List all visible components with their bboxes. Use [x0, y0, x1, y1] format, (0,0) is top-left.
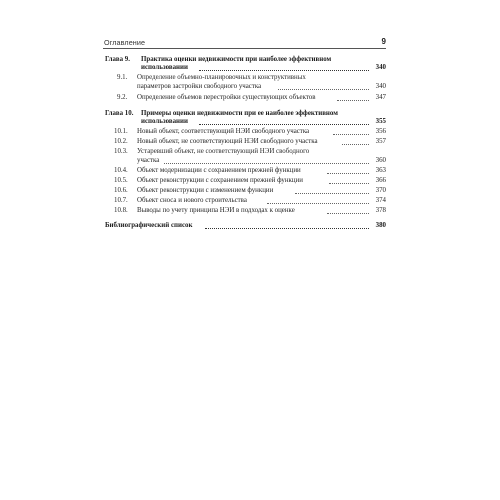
leader-dots	[205, 227, 369, 229]
section-10-3-entry[interactable]	[137, 157, 386, 166]
section-number: 9.2.	[117, 94, 128, 101]
chapter-10-title-line-2: использовании	[141, 118, 188, 125]
chapter-9-label: Глава 9.	[105, 56, 130, 63]
section-10-1-entry[interactable]	[137, 128, 386, 137]
section-9-1-title-line-1: Определение объемно-планировочных и конструктивных	[137, 74, 306, 81]
section-9-1-page: 340	[375, 83, 386, 90]
section-10-8-title: Выводы по учету принципа НЭИ в подходах к оценке	[137, 207, 295, 214]
section-10-5-title: Объект реконструкции с сохранением прежней функции	[137, 177, 303, 184]
bibliography-page: 380	[375, 222, 386, 229]
section-9-1-title-line-2: параметров застройки свободного участка	[137, 83, 262, 90]
leader-dots	[333, 133, 369, 135]
section-number: 10.3.	[114, 148, 128, 155]
section-number: 10.8.	[114, 207, 128, 214]
page-number: 9	[381, 37, 386, 46]
section-9-1-entry[interactable]	[137, 83, 386, 92]
chapter-9-title-line-2: использовании	[141, 64, 188, 71]
section-10-8-page: 378	[375, 207, 386, 214]
section-9-2-page: 347	[375, 94, 386, 101]
section-10-6-title: Объект реконструкции с изменением функции	[137, 187, 274, 194]
section-number: 10.2.	[114, 138, 128, 145]
section-10-2-page: 357	[375, 138, 386, 145]
section-10-7-title: Объект сноса и нового строительства	[137, 197, 247, 204]
leader-dots	[199, 123, 369, 125]
leader-dots	[329, 182, 369, 184]
chapter-9-title-line-1: Практика оценки недвижимости при наиболее эффективном	[141, 56, 332, 63]
section-number: 10.7.	[114, 197, 128, 204]
section-10-3-page: 360	[375, 157, 386, 164]
section-10-3-title-line-1: Устаревший объект, не соответствующий НЭИ свободного	[137, 148, 310, 155]
chapter-9-page: 340	[375, 64, 386, 71]
leader-dots	[342, 143, 369, 145]
leader-dots	[278, 88, 369, 90]
section-10-1-page: 356	[375, 128, 386, 135]
chapter-10-label: Глава 10.	[105, 110, 134, 117]
section-10-6-page: 370	[375, 187, 386, 194]
chapter-10-title-line-1: Примеры оценки недвижимости при ее наиболее эффективном	[141, 110, 338, 117]
section-10-3-title-line-2: участка	[137, 157, 160, 164]
section-10-6-entry[interactable]	[137, 187, 386, 196]
leader-dots	[327, 172, 369, 174]
chapter-10-entry[interactable]	[141, 118, 386, 127]
section-10-1-title: Новый объект, соответствующий НЭИ свободного участка	[137, 128, 310, 135]
leader-dots	[327, 212, 369, 214]
section-10-4-entry[interactable]	[137, 167, 386, 176]
chapter-10-page: 355	[375, 118, 386, 125]
leader-dots	[164, 162, 369, 164]
section-number: 10.4.	[114, 167, 128, 174]
bibliography-title: Библиографический список	[105, 222, 193, 229]
bibliography-entry[interactable]	[105, 222, 386, 231]
section-9-2-entry[interactable]	[137, 94, 386, 103]
leader-dots	[199, 69, 369, 71]
section-number: 10.6.	[114, 187, 128, 194]
leader-dots	[267, 202, 369, 204]
section-10-7-page: 374	[375, 197, 386, 204]
section-10-2-entry[interactable]	[137, 138, 386, 147]
section-10-2-title: Новый объект, не соответствующий НЭИ свободного участка	[137, 138, 318, 145]
leader-dots	[295, 192, 369, 194]
section-9-2-title: Определение объемов перестройки существующих объектов	[137, 94, 316, 101]
section-10-8-entry[interactable]	[137, 207, 386, 216]
section-number: 9.1.	[117, 74, 128, 81]
leader-dots	[337, 99, 369, 101]
chapter-9-entry[interactable]	[141, 64, 386, 73]
section-10-4-title: Объект модернизации с сохранением прежней функции	[137, 167, 301, 174]
section-10-5-page: 366	[375, 177, 386, 184]
section-10-5-entry[interactable]	[137, 177, 386, 186]
section-number: 10.1.	[114, 128, 128, 135]
section-10-7-entry[interactable]	[137, 197, 386, 206]
section-number: 10.5.	[114, 177, 128, 184]
section-10-4-page: 363	[375, 167, 386, 174]
running-header-title: Оглавление	[104, 38, 146, 47]
